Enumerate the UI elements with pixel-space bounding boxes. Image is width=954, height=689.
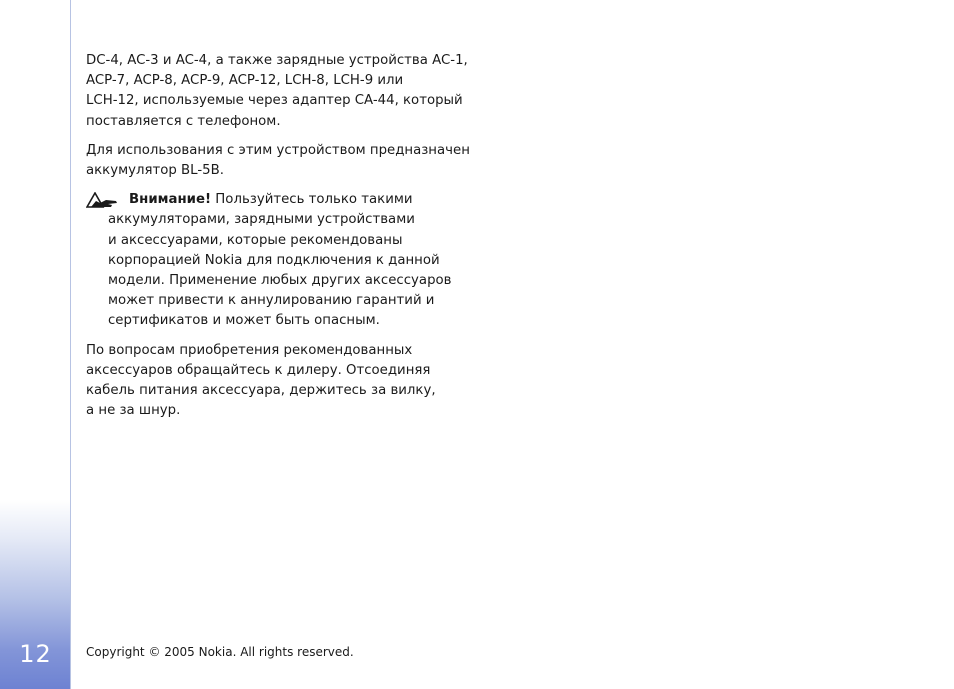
text-line: Для использования с этим устройством предназначен: [86, 142, 470, 158]
copyright-footer: Copyright © 2005 Nokia. All rights reserved.: [86, 645, 354, 659]
warning-text: Пользуйтесь только такими: [211, 192, 413, 208]
warning-line: корпорацией Nokia для подключения к данной: [108, 252, 440, 268]
warning-line: модели. Применение любых других аксессуаров: [108, 273, 452, 289]
warning-line: аккумуляторами, зарядными устройствами: [108, 212, 415, 228]
warning-first-line: [108, 190, 486, 210]
paragraph-chargers: [86, 51, 486, 132]
warning-hand-icon: [86, 192, 120, 208]
text-line: поставляется с телефоном.: [86, 113, 281, 129]
warning-block: [86, 190, 486, 331]
text-line: DC-4, AC-3 и AC-4, а также зарядные устройства AC-1,: [86, 53, 468, 68]
page-content: [86, 51, 486, 430]
text-line: кабель питания аксессуара, держитесь за вилку,: [86, 383, 436, 399]
warning-label: Внимание!: [129, 192, 212, 208]
text-line: аксессуаров обращайтесь к дилеру. Отсоединяя: [86, 362, 431, 378]
text-line: а не за шнур.: [86, 403, 181, 419]
paragraph-battery: [86, 141, 486, 181]
text-line: По вопросам приобретения рекомендованных: [86, 342, 413, 358]
text-line: ACP-7, ACP-8, ACP-9, ACP-12, LCH-8, LCH-9 или: [86, 73, 404, 89]
text-line: LCH-12, используемые через адаптер CA-44, который: [86, 93, 463, 109]
paragraph-accessories: [86, 341, 486, 422]
page-side-bar: [0, 0, 71, 689]
warning-line: сертификатов и может быть опасным.: [108, 313, 380, 329]
warning-line: может привести к аннулированию гарантий и: [108, 293, 435, 309]
page-number: 12: [19, 640, 52, 668]
text-line: аккумулятор BL-5B.: [86, 163, 224, 179]
warning-line: и аксессуарами, которые рекомендованы: [108, 232, 403, 248]
